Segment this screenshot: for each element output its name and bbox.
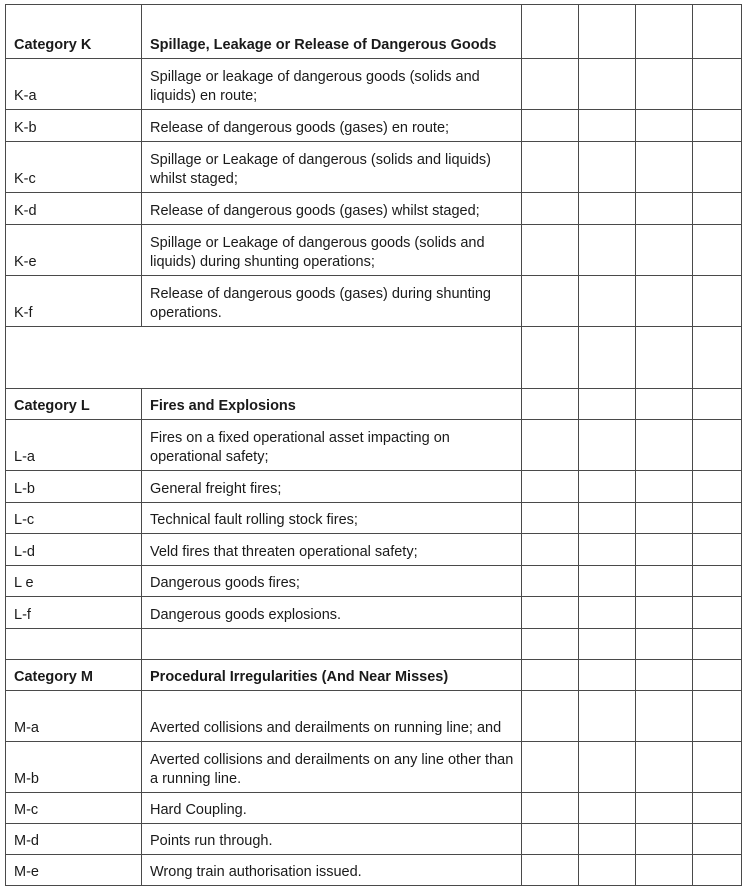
blank-cell: [579, 660, 636, 691]
blank-cell: [636, 742, 693, 793]
blank-cell: [636, 855, 693, 886]
blank-cell: [579, 276, 636, 327]
description-cell: Fires and Explosions: [142, 389, 522, 420]
blank-cell: [636, 597, 693, 629]
table-row: [6, 824, 742, 855]
description-cell: Spillage or leakage of dangerous goods (solids and liquids) en route;: [142, 59, 522, 110]
blank-cell: [636, 110, 693, 142]
code-cell: L-d: [6, 534, 142, 566]
table-row: [6, 503, 742, 534]
code-cell: L-f: [6, 597, 142, 629]
blank-cell: [636, 471, 693, 503]
blank-cell: [636, 225, 693, 276]
code-cell: M-a: [6, 691, 142, 742]
table-row: [6, 597, 742, 629]
table-row: [6, 742, 742, 793]
blank-cell: [522, 225, 579, 276]
table-row: [6, 566, 742, 597]
code-cell: K-f: [6, 276, 142, 327]
blank-cell: [579, 597, 636, 629]
code-cell: L e: [6, 566, 142, 597]
description-cell: Fires on a fixed operational asset impacting on operational safety;: [142, 420, 522, 471]
blank-cell: [693, 855, 742, 886]
blank-cell: [636, 503, 693, 534]
blank-cell: [636, 142, 693, 193]
code-cell: [6, 629, 142, 660]
table-row: [6, 855, 742, 886]
blank-cell: [693, 59, 742, 110]
description-cell: Averted collisions and derailments on running line; and: [142, 691, 522, 742]
blank-cell: [579, 142, 636, 193]
blank-cell: [636, 276, 693, 327]
blank-cell: [579, 566, 636, 597]
code-cell: K-e: [6, 225, 142, 276]
blank-cell: [522, 193, 579, 225]
blank-cell: [522, 5, 579, 59]
table-row: [6, 793, 742, 824]
blank-cell: [522, 855, 579, 886]
blank-cell: [636, 420, 693, 471]
blank-cell: [636, 824, 693, 855]
blank-cell: [579, 471, 636, 503]
blank-cell: [693, 5, 742, 59]
code-cell: K-a: [6, 59, 142, 110]
blank-cell: [693, 327, 742, 389]
blank-cell: [522, 534, 579, 566]
blank-cell: [693, 566, 742, 597]
blank-cell: [693, 503, 742, 534]
blank-cell: [579, 691, 636, 742]
blank-cell: [636, 193, 693, 225]
description-cell: Points run through.: [142, 824, 522, 855]
description-cell: Dangerous goods explosions.: [142, 597, 522, 629]
blank-cell: [636, 691, 693, 742]
code-cell: M-b: [6, 742, 142, 793]
description-cell: Release of dangerous goods (gases) whilst staged;: [142, 193, 522, 225]
description-cell: Technical fault rolling stock fires;: [142, 503, 522, 534]
description-cell: [142, 629, 522, 660]
code-cell: Category K: [6, 5, 142, 59]
blank-cell: [636, 566, 693, 597]
table-row: [6, 534, 742, 566]
blank-cell: [579, 225, 636, 276]
blank-cell: [522, 793, 579, 824]
description-cell: Release of dangerous goods (gases) during shunting operations.: [142, 276, 522, 327]
blank-cell: [693, 660, 742, 691]
blank-cell: [693, 691, 742, 742]
code-cell: M-d: [6, 824, 142, 855]
blank-cell: [579, 742, 636, 793]
blank-cell: [693, 793, 742, 824]
blank-cell: [636, 5, 693, 59]
blank-cell: [522, 420, 579, 471]
blank-cell: [522, 471, 579, 503]
table-row: [6, 276, 742, 327]
code-cell: M-e: [6, 855, 142, 886]
blank-cell: [636, 327, 693, 389]
table-row: [6, 142, 742, 193]
description-cell: Procedural Irregularities (And Near Misses): [142, 660, 522, 691]
blank-cell: [693, 742, 742, 793]
blank-cell: [522, 59, 579, 110]
blank-cell: [579, 629, 636, 660]
blank-cell: [522, 660, 579, 691]
code-cell: L-b: [6, 471, 142, 503]
blank-cell: [693, 534, 742, 566]
blank-cell: [579, 59, 636, 110]
blank-cell: [579, 5, 636, 59]
description-cell: Wrong train authorisation issued.: [142, 855, 522, 886]
description-cell: General freight fires;: [142, 471, 522, 503]
description-cell: Averted collisions and derailments on any line other than a running line.: [142, 742, 522, 793]
table-row: [6, 110, 742, 142]
category-header-row: [6, 5, 742, 59]
blank-cell: [636, 660, 693, 691]
code-cell: K-c: [6, 142, 142, 193]
blank-cell: [522, 142, 579, 193]
incident-category-table: [5, 4, 742, 886]
blank-cell: [579, 534, 636, 566]
blank-cell: [579, 420, 636, 471]
description-cell: Spillage or Leakage of dangerous (solids and liquids) whilst staged;: [142, 142, 522, 193]
blank-cell: [693, 193, 742, 225]
table-body: [6, 5, 742, 886]
blank-cell: [693, 225, 742, 276]
blank-cell: [636, 389, 693, 420]
blank-cell: [579, 193, 636, 225]
code-cell: K-b: [6, 110, 142, 142]
blank-cell: [693, 142, 742, 193]
category-header-row: [6, 389, 742, 420]
table-row: [6, 225, 742, 276]
blank-cell: [522, 824, 579, 855]
blank-cell: [579, 855, 636, 886]
blank-cell: [579, 327, 636, 389]
blank-cell: [636, 629, 693, 660]
description-cell: Veld fires that threaten operational safety;: [142, 534, 522, 566]
code-cell: L-c: [6, 503, 142, 534]
description-cell: Spillage or Leakage of dangerous goods (solids and liquids) during shunting operations;: [142, 225, 522, 276]
code-cell: Category L: [6, 389, 142, 420]
table-row: [6, 420, 742, 471]
description-cell: Hard Coupling.: [142, 793, 522, 824]
blank-cell: [636, 59, 693, 110]
code-cell: K-d: [6, 193, 142, 225]
blank-cell: [522, 389, 579, 420]
blank-cell: [693, 276, 742, 327]
blank-cell: [579, 793, 636, 824]
table-row: [6, 193, 742, 225]
blank-cell: [522, 327, 579, 389]
table-row: [6, 59, 742, 110]
blank-cell: [636, 534, 693, 566]
blank-cell: [693, 110, 742, 142]
table-row: [6, 471, 742, 503]
blank-cell: [522, 110, 579, 142]
blank-cell: [522, 691, 579, 742]
code-cell: L-a: [6, 420, 142, 471]
blank-cell: [693, 824, 742, 855]
blank-cell: [522, 629, 579, 660]
blank-cell: [693, 420, 742, 471]
category-header-row: [6, 660, 742, 691]
blank-cell: [579, 389, 636, 420]
code-cell: M-c: [6, 793, 142, 824]
blank-cell: [693, 597, 742, 629]
blank-cell: [522, 742, 579, 793]
description-cell: Release of dangerous goods (gases) en route;: [142, 110, 522, 142]
blank-cell: [522, 503, 579, 534]
description-cell: Dangerous goods fires;: [142, 566, 522, 597]
blank-cell: [579, 503, 636, 534]
table-row: [6, 327, 742, 389]
table-row: [6, 629, 742, 660]
code-cell: Category M: [6, 660, 142, 691]
spacer-cell: [6, 327, 522, 389]
blank-cell: [522, 276, 579, 327]
description-cell: Spillage, Leakage or Release of Dangerous Goods: [142, 5, 522, 59]
table-row: [6, 691, 742, 742]
blank-cell: [579, 824, 636, 855]
blank-cell: [693, 389, 742, 420]
blank-cell: [636, 793, 693, 824]
blank-cell: [693, 629, 742, 660]
blank-cell: [693, 471, 742, 503]
blank-cell: [522, 597, 579, 629]
blank-cell: [579, 110, 636, 142]
blank-cell: [522, 566, 579, 597]
